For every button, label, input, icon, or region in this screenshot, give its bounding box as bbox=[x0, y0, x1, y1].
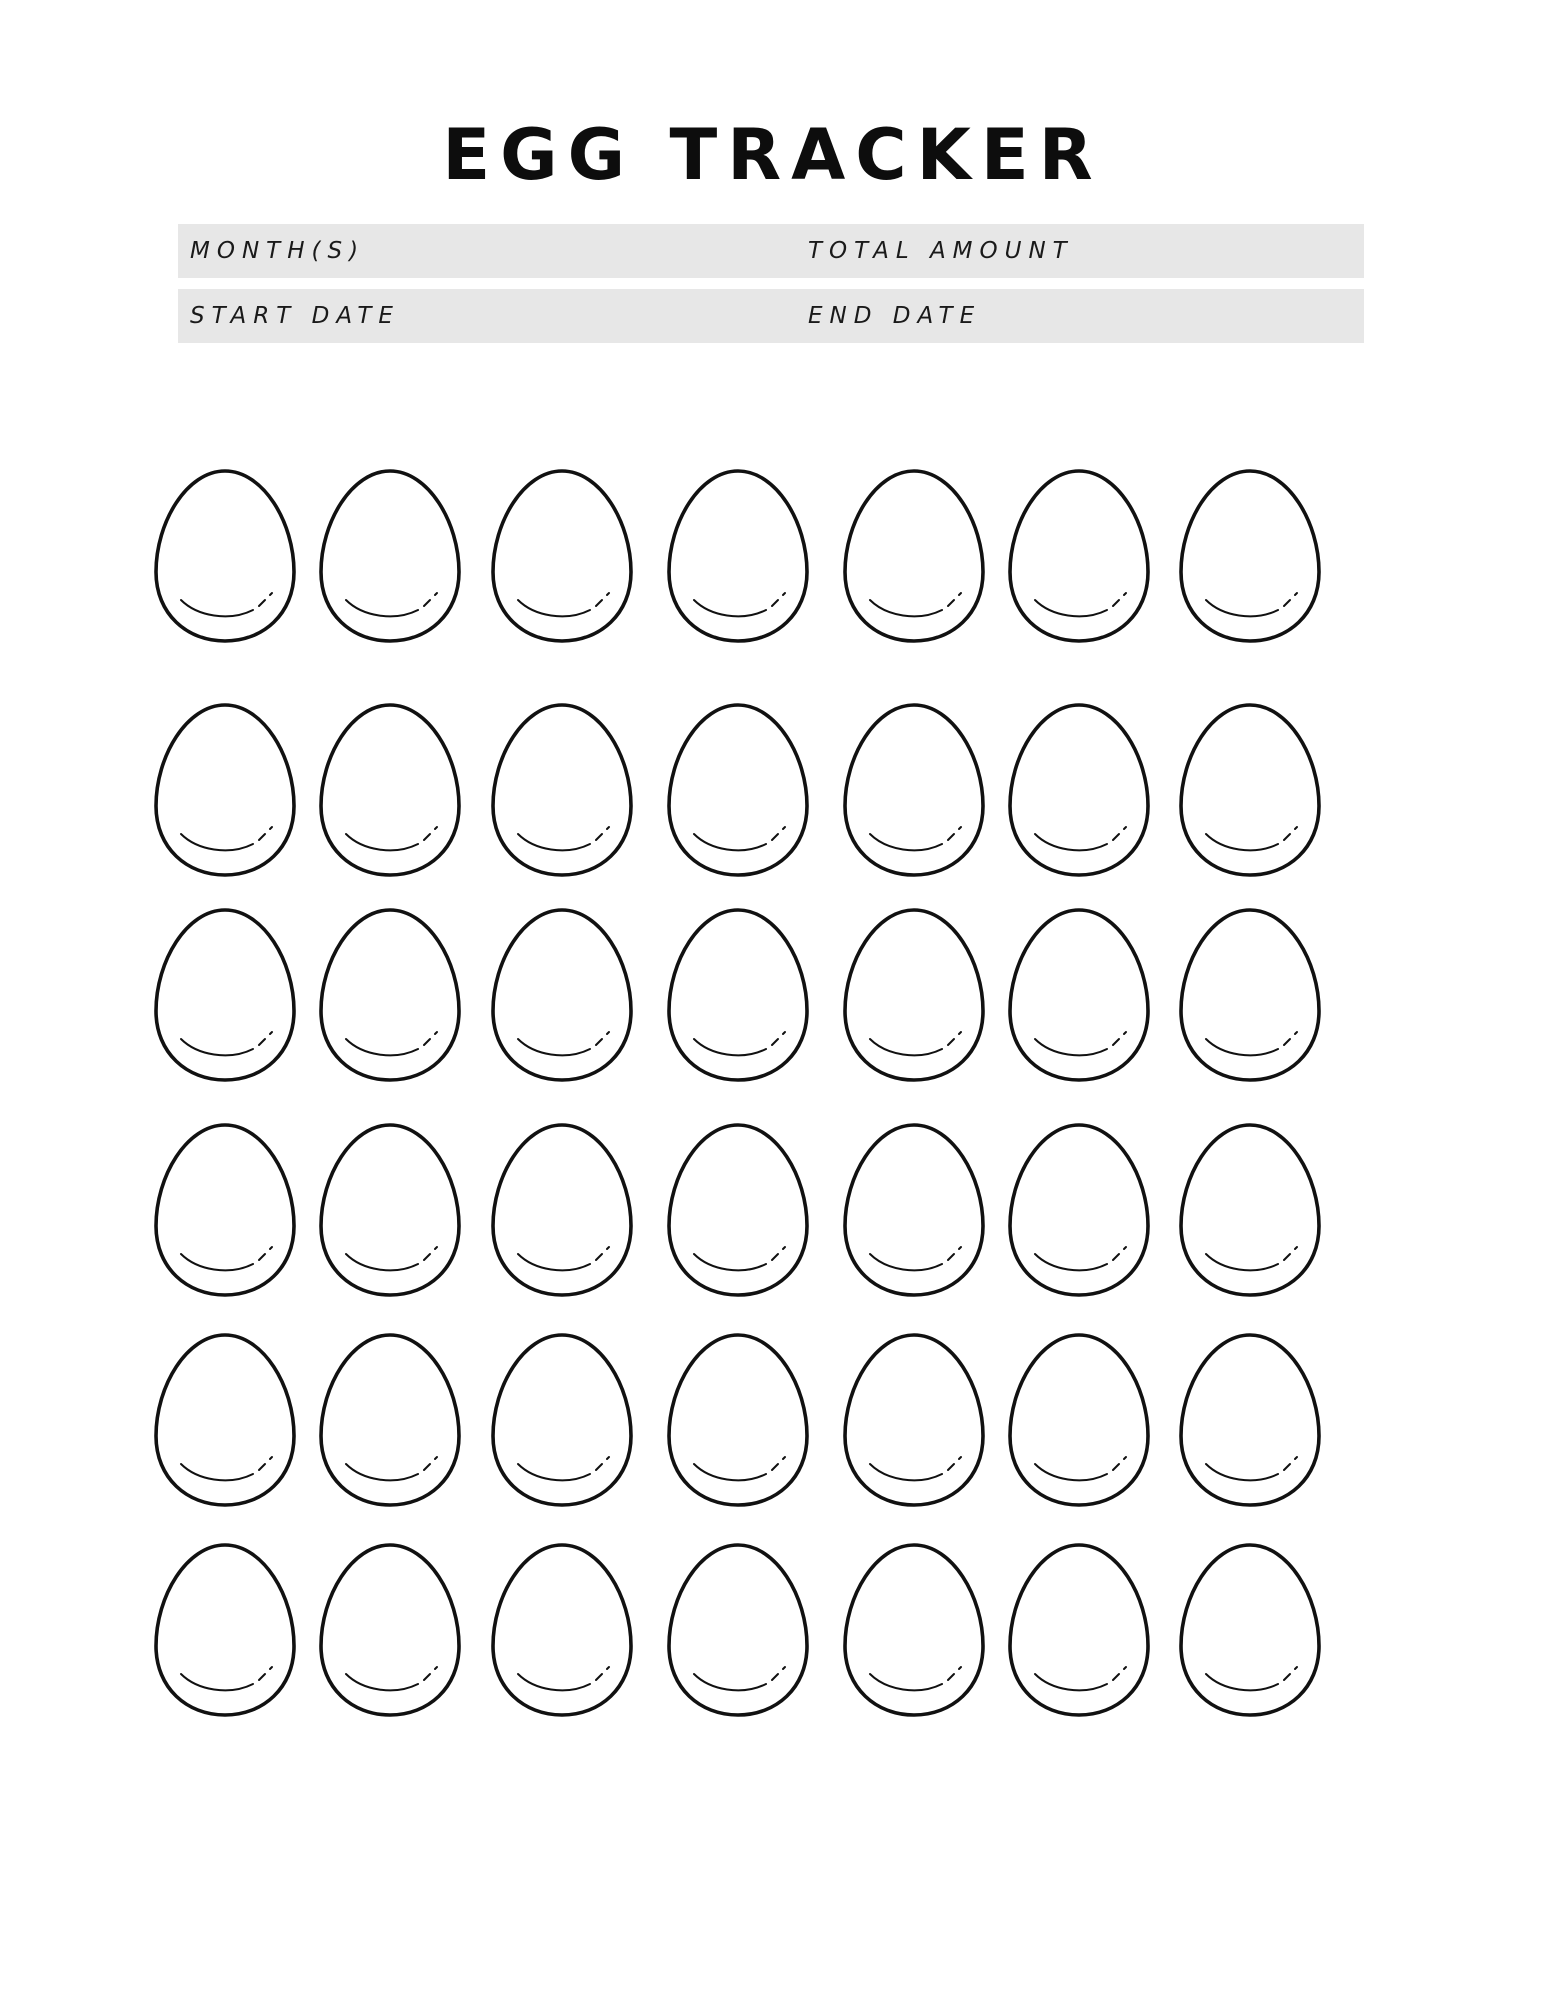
egg-outline-icon[interactable] bbox=[1181, 705, 1319, 875]
egg-outline-icon[interactable] bbox=[493, 1545, 631, 1715]
egg-shine-line bbox=[1124, 1667, 1126, 1669]
egg-outline-icon[interactable] bbox=[669, 705, 807, 875]
egg-shine-line bbox=[959, 827, 961, 829]
total-amount-field-label: TOTAL AMOUNT bbox=[808, 238, 1074, 264]
egg-shine-line bbox=[1295, 1457, 1297, 1459]
egg-outline-icon[interactable] bbox=[156, 471, 294, 641]
egg-outline-icon[interactable] bbox=[845, 705, 983, 875]
egg-shine-line bbox=[783, 1457, 785, 1459]
egg-outline-icon[interactable] bbox=[669, 1545, 807, 1715]
egg-outline-icon[interactable] bbox=[669, 1125, 807, 1295]
egg-outline-icon[interactable] bbox=[1181, 1125, 1319, 1295]
egg-shine-line bbox=[270, 1032, 272, 1034]
dates-bar bbox=[178, 289, 1364, 343]
egg-shine-line bbox=[783, 1667, 785, 1669]
egg-outline-icon[interactable] bbox=[493, 705, 631, 875]
egg-shine-line bbox=[607, 1032, 609, 1034]
egg-shine-line bbox=[1295, 1032, 1297, 1034]
egg-outline-icon[interactable] bbox=[1010, 1335, 1148, 1505]
egg-shine-line bbox=[607, 1457, 609, 1459]
egg-shine-line bbox=[270, 593, 272, 595]
page-title: EGG TRACKER bbox=[442, 114, 1103, 196]
months-field-label: MONTH(S) bbox=[190, 238, 366, 264]
egg-shine-line bbox=[1124, 1032, 1126, 1034]
egg-outline-icon[interactable] bbox=[493, 1125, 631, 1295]
egg-outline-icon[interactable] bbox=[845, 1335, 983, 1505]
egg-shine-line bbox=[435, 1032, 437, 1034]
egg-outline-icon[interactable] bbox=[1010, 1545, 1148, 1715]
egg-outline-icon[interactable] bbox=[156, 1125, 294, 1295]
egg-shine-line bbox=[607, 827, 609, 829]
egg-shine-line bbox=[783, 593, 785, 595]
egg-outline-icon[interactable] bbox=[156, 705, 294, 875]
egg-shine-line bbox=[1295, 827, 1297, 829]
egg-shine-line bbox=[435, 827, 437, 829]
egg-outline-icon[interactable] bbox=[1181, 1545, 1319, 1715]
months-total-bar bbox=[178, 224, 1364, 278]
egg-outline-icon[interactable] bbox=[669, 471, 807, 641]
egg-shine-line bbox=[959, 1032, 961, 1034]
egg-outline-icon[interactable] bbox=[1010, 471, 1148, 641]
egg-outline-icon[interactable] bbox=[1181, 1335, 1319, 1505]
egg-shine-line bbox=[959, 1247, 961, 1249]
egg-shine-line bbox=[783, 827, 785, 829]
egg-outline-icon[interactable] bbox=[669, 1335, 807, 1505]
egg-shine-line bbox=[270, 1457, 272, 1459]
egg-shine-line bbox=[959, 1457, 961, 1459]
egg-shine-line bbox=[435, 593, 437, 595]
egg-outline-icon[interactable] bbox=[321, 471, 459, 641]
egg-shine-line bbox=[1295, 1667, 1297, 1669]
egg-shine-line bbox=[270, 1247, 272, 1249]
egg-shine-line bbox=[1124, 1457, 1126, 1459]
egg-outline-icon[interactable] bbox=[845, 471, 983, 641]
egg-shine-line bbox=[1124, 827, 1126, 829]
egg-outline-icon[interactable] bbox=[156, 1545, 294, 1715]
egg-outline-icon[interactable] bbox=[1010, 1125, 1148, 1295]
egg-shine-line bbox=[1124, 593, 1126, 595]
egg-outline-icon[interactable] bbox=[493, 471, 631, 641]
egg-outline-icon[interactable] bbox=[845, 1545, 983, 1715]
egg-shine-line bbox=[783, 1032, 785, 1034]
egg-shine-line bbox=[1124, 1247, 1126, 1249]
egg-outline-icon[interactable] bbox=[321, 1125, 459, 1295]
egg-shine-line bbox=[435, 1247, 437, 1249]
egg-shine-line bbox=[959, 1667, 961, 1669]
egg-outline-icon[interactable] bbox=[669, 910, 807, 1080]
egg-outline-icon[interactable] bbox=[321, 1545, 459, 1715]
egg-outline-icon[interactable] bbox=[1010, 705, 1148, 875]
egg-outline-icon[interactable] bbox=[493, 910, 631, 1080]
egg-outline-icon[interactable] bbox=[1181, 471, 1319, 641]
egg-outline-icon[interactable] bbox=[321, 705, 459, 875]
egg-shine-line bbox=[435, 1667, 437, 1669]
egg-outline-icon[interactable] bbox=[1010, 910, 1148, 1080]
egg-shine-line bbox=[270, 1667, 272, 1669]
egg-shine-line bbox=[607, 1247, 609, 1249]
egg-outline-icon[interactable] bbox=[321, 910, 459, 1080]
egg-shine-line bbox=[1295, 1247, 1297, 1249]
egg-outline-icon[interactable] bbox=[845, 910, 983, 1080]
end-date-field-label: END DATE bbox=[808, 303, 982, 329]
egg-shine-line bbox=[783, 1247, 785, 1249]
egg-shine-line bbox=[959, 593, 961, 595]
egg-outline-icon[interactable] bbox=[1181, 910, 1319, 1080]
egg-shine-line bbox=[607, 1667, 609, 1669]
start-date-field-label: START DATE bbox=[190, 303, 400, 329]
egg-outline-icon[interactable] bbox=[845, 1125, 983, 1295]
egg-outline-icon[interactable] bbox=[156, 1335, 294, 1505]
egg-outline-icon[interactable] bbox=[493, 1335, 631, 1505]
egg-shine-line bbox=[270, 827, 272, 829]
egg-shine-line bbox=[435, 1457, 437, 1459]
egg-shine-line bbox=[1295, 593, 1297, 595]
egg-shine-line bbox=[607, 593, 609, 595]
egg-outline-icon[interactable] bbox=[156, 910, 294, 1080]
egg-outline-icon[interactable] bbox=[321, 1335, 459, 1505]
